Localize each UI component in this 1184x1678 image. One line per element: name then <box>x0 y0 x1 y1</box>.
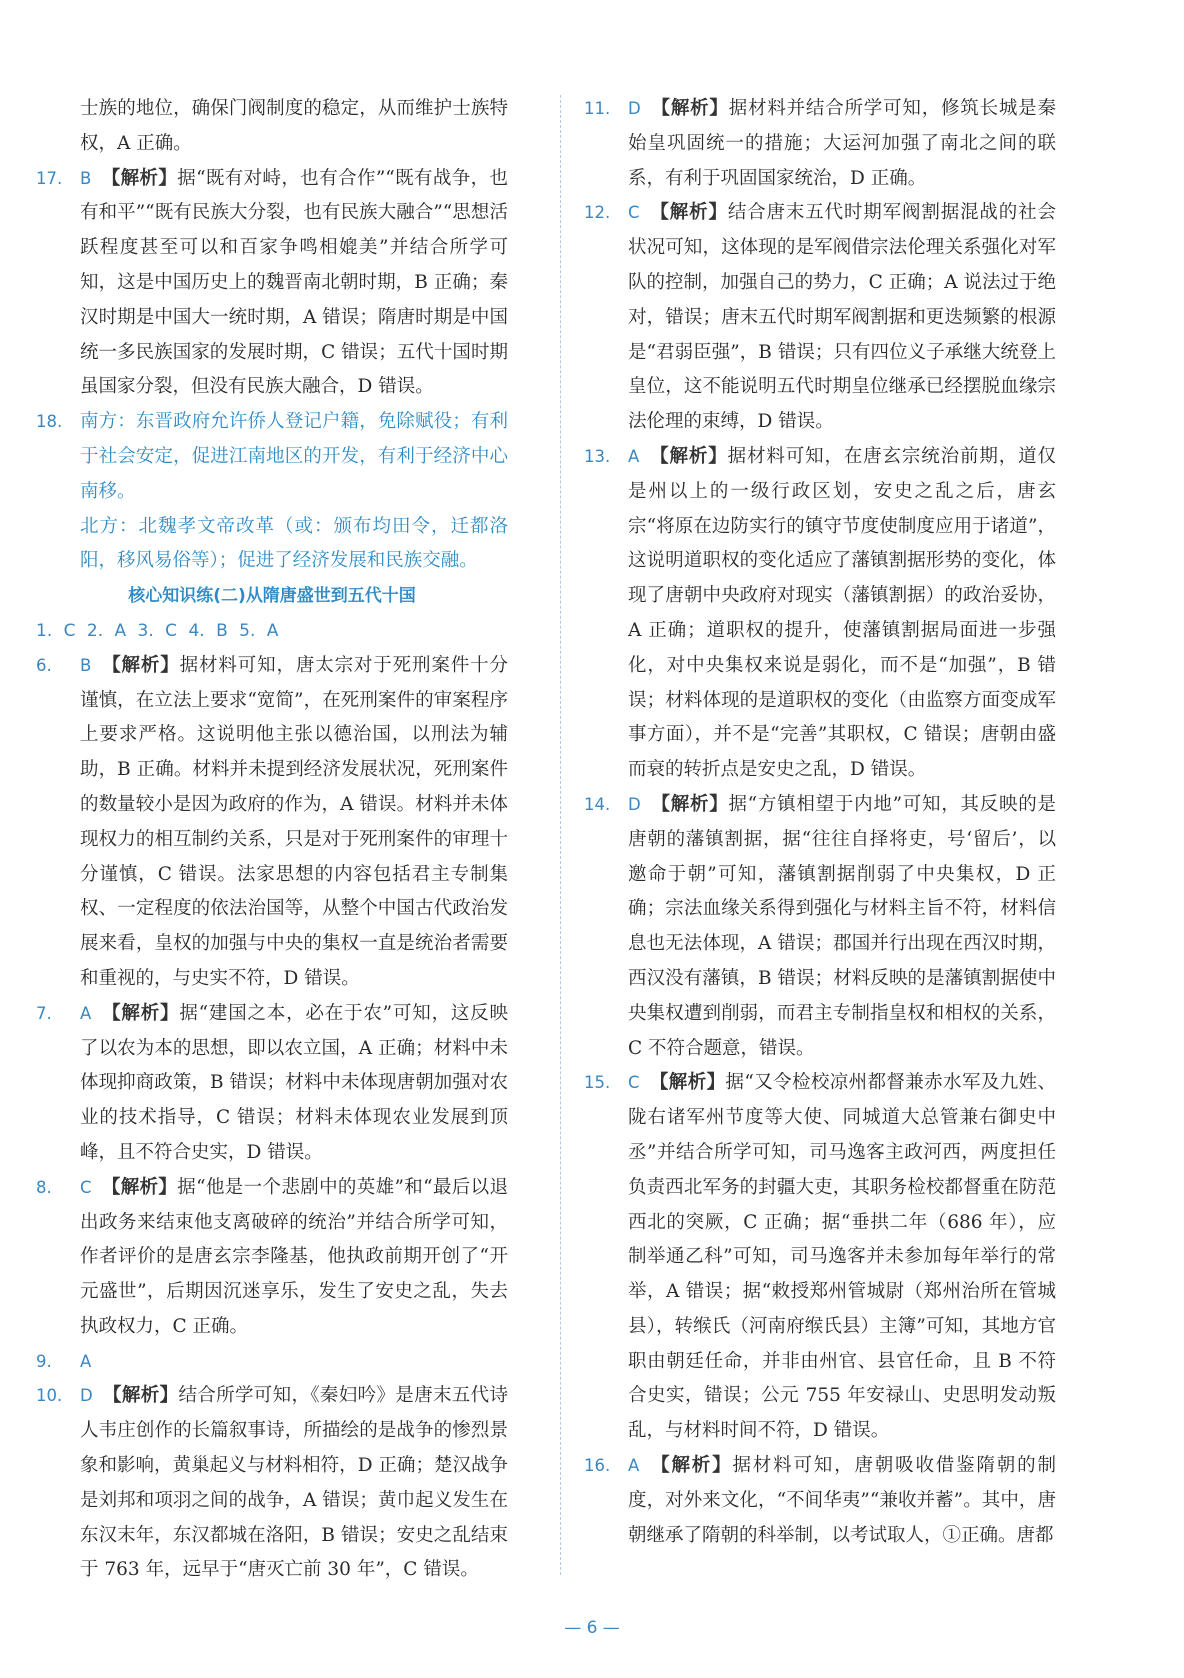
analysis-text: 据材料并结合所学可知，修筑长城是秦始皇巩固统一的措施；大运河加强了南北之间的联系，有利于巩固国家统治，D 正确。 <box>628 98 1056 189</box>
question-number: 11. <box>584 99 611 118</box>
answer-letter: C <box>628 1073 640 1093</box>
analysis-tag: 【解析】 <box>650 98 729 119</box>
quick-answers: 1. C 2. A 3. C 4. B 5. A <box>36 620 279 641</box>
question-number: 6. <box>36 655 52 675</box>
answer-letter: B <box>80 168 92 188</box>
question-number: 16. <box>584 1456 611 1476</box>
answer-letter: C <box>628 203 640 223</box>
question-number: 13. <box>584 446 611 466</box>
answer-letter: D <box>628 99 641 118</box>
question-number: 14. <box>584 794 611 814</box>
answer-item-9 <box>36 1345 508 1380</box>
analysis-text: 据“建国之本，必在于农”可知，这反映了以农为本的思想，即以农立国，A 正确；材料中未体现抑商政策，B 错误；材料中未体现唐朝加强对农业的技术指导，C 错误；材料未体现农业发展到顶峰，且不符合史实，D 错误。 <box>80 1002 508 1163</box>
analysis-tag: 【解析】 <box>649 1072 726 1094</box>
answer-item-11 <box>584 92 1056 196</box>
question-number: 10. <box>36 1386 63 1406</box>
analysis-tag: 【解析】 <box>649 1455 733 1477</box>
analysis-text: 据材料可知，唐太宗对于死刑案件十分谨慎，在立法上要求“宽简”，在死刑案件的审案程序上要求严格。这说明他主张以德治国，以刑法为辅助，B 正确。材料并未提到经济发展状况，死刑案件的数量较小是因为政府的作为，A 错误。材料并未体现权力的相互制约关系，只是对于死刑案件的审理十分谨慎，C 错误。法家思想的内容包括君主专制集权、一定程度的依法治国等，从整个中国古代政治发展来看，皇权的加强与中央的集权一直是统治者需要和重视的，与史实不符，D 错误。 <box>80 654 508 989</box>
answer-item-8 <box>36 1171 508 1345</box>
analysis-tag: 【解析】 <box>101 167 178 189</box>
answer-item-7 <box>36 997 508 1171</box>
answer-letter: A <box>80 1351 92 1371</box>
answer-letter: C <box>80 1177 92 1197</box>
analysis-text: 据“既有对峙，也有合作”“既有战争，也有和平”“既有民族大分裂，也有民族大融合”“思想活跃程度甚至可以和百家争鸣相媲美”并结合所学可知，这是中国历史上的魏晋南北朝时期，B 正确；秦汉时期是中国大一统时期，A 错误；隋唐时期是中国统一多民族国家的发展时期，C 错误；五代十国时期虽国家分裂，但没有民族大融合，D 错误。 <box>80 167 508 398</box>
answer-letter: D <box>628 794 641 814</box>
analysis-text: 结合所学可知，《秦妇吟》是唐末五代诗人韦庄创作的长篇叙事诗，所描绘的是战争的惨烈景象和影响，黄巢起义与材料相符，D 正确；楚汉战争是刘邦和项羽之间的战争，A 错误；黄巾起义发生在东汉末年，东汉都城在洛阳，B 错误；安史之乱结束于 763 年，远早于“唐灭亡前 30 年”，C 错误。 <box>80 1385 508 1581</box>
analysis-tag: 【解析】 <box>649 202 728 224</box>
analysis-text: 据“方镇相望于内地”可知，其反映的是唐朝的藩镇割据，据“往往自择将吏，号‘留后’，以邀命于朝”可知，藩镇割据削弱了中央集权，D 正确；宗法血缘关系得到强化与材料主旨不符，材料信息也无法体现，A 错误；郡国并行出现在西汉时期，西汉没有藩镇，B 错误；材料反映的是藩镇割据使中央集权遭到削弱，而君主专制指皇权和相权的关系，C 不符合题意，错误。 <box>628 793 1056 1059</box>
analysis-tag: 【解析】 <box>102 1385 179 1407</box>
question-number: 7. <box>36 1003 52 1023</box>
analysis-text: 据材料可知，唐朝吸收借鉴隋朝的制度，对外来文化，“不间华夷”“兼收并蓄”。其中，唐朝继承了隋朝的科举制，以考试取人，①正确。唐都 <box>628 1455 1056 1546</box>
answer-letter: B <box>80 655 92 675</box>
answer-south: 南方：东晋政府允许侨人登记户籍，免除赋役；有利于社会安定，促进江南地区的开发，有利于经济中心南移。 <box>80 411 508 502</box>
question-number: 17. <box>36 168 63 188</box>
answer-item-15 <box>584 1066 1056 1449</box>
question-number: 18. <box>36 412 63 432</box>
answer-north: 北方：北魏孝文帝改革（或：颁布均田令，迁都洛阳，移风易俗等）；促进了经济发展和民族交融。 <box>80 515 508 572</box>
question-number: 15. <box>584 1073 611 1093</box>
continued-text: 士族的地位，确保门阀制度的稳定，从而维护士族特权，A 正确。 <box>80 98 508 154</box>
answer-item-18 <box>36 405 508 579</box>
analysis-tag: 【解析】 <box>649 445 728 467</box>
answer-item-13 <box>584 440 1056 788</box>
answer-item-14 <box>584 788 1056 1066</box>
right-column <box>584 92 1056 1553</box>
answer-letter: A <box>628 446 640 466</box>
answer-letter: D <box>80 1386 93 1406</box>
analysis-tag: 【解析】 <box>101 1002 180 1024</box>
answer-item-16 <box>584 1449 1056 1553</box>
answer-letter: A <box>628 1456 640 1476</box>
analysis-text: 据“他是一个悲剧中的英雄”和“最后以退出政务来结束他支离破碎的统治”并结合所学可知，作者评价的是唐玄宗李隆基，他执政前期开创了“开元盛世”，后期因沉迷享乐，发生了安史之乱，失去执政权力，C 正确。 <box>80 1176 508 1337</box>
question-number: 9. <box>36 1351 52 1371</box>
left-column <box>36 92 508 1588</box>
analysis-tag: 【解析】 <box>650 793 729 815</box>
question-number: 8. <box>36 1177 52 1197</box>
analysis-text: 据材料可知，在唐玄宗统治前期，道仅是州以上的一级行政区划，安史之乱之后，唐玄宗“将原在边防实行的镇守节度使制度应用于诸道”，这说明道职权的变化适应了藩镇割据形势的变化，体现了唐朝中央政府对现实（藩镇割据）的政治妥协，A 正确；道职权的提升，使藩镇割据局面进一步强化，对中央集权来说是弱化，而不是“加强”，B 错误；材料体现的是道职权的变化（由监察方面变成军事方面），并不是“完善”其职权，C 错误；唐朝由盛而衰的转折点是安史之乱，D 错误。 <box>628 445 1056 781</box>
answer-item-10 <box>36 1379 508 1588</box>
analysis-text: 结合唐末五代时期军阀割据混战的社会状况可知，这体现的是军阀借宗法伦理关系强化对军队的控制，加强自己的势力，C 正确；A 说法过于绝对，错误；唐末五代时期军阀割据和更迭频繁的根源是“君弱臣强”，B 错误；只有四位义子承继大统登上皇位，这不能说明五代时期皇位继承已经摆脱血缘宗法伦理的束缚，D 错误。 <box>628 202 1056 433</box>
answer-item-6 <box>36 649 508 997</box>
analysis-tag: 【解析】 <box>101 1176 178 1198</box>
answer-letter: A <box>80 1003 92 1023</box>
question-number: 12. <box>584 203 611 223</box>
section-title: 核心知识练(二)从隋唐盛世到五代十国 <box>128 586 416 607</box>
analysis-text: 据“又令检校凉州都督兼赤水军及九姓、陇右诸军州节度等大使、同城道大总管兼右御史中丞”并结合所学可知，司马逸客主政河西，两度担任负责西北军务的封疆大吏，其职务检校都督重在防范西北的突厥，C 正确；据“垂拱二年（686 年），应制举通乙科”可知，司马逸客并未参加每年举行的常举，A 错误；据“敕授郑州管城尉（郑州治所在管城县），转缑氏（河南府缑氏县）主簿”可知，其地方官职由朝廷任命，并非由州官、县官任命，且 B 不符合史实，错误；公元 755 年安禄山、史思明发动叛乱，与材料时间不符，D 错误。 <box>628 1072 1056 1442</box>
page-number: — 6 — <box>564 1618 620 1638</box>
column-divider <box>560 95 561 1575</box>
analysis-tag: 【解析】 <box>101 654 180 676</box>
answer-item-12 <box>584 196 1056 440</box>
answer-item-17 <box>36 162 508 406</box>
